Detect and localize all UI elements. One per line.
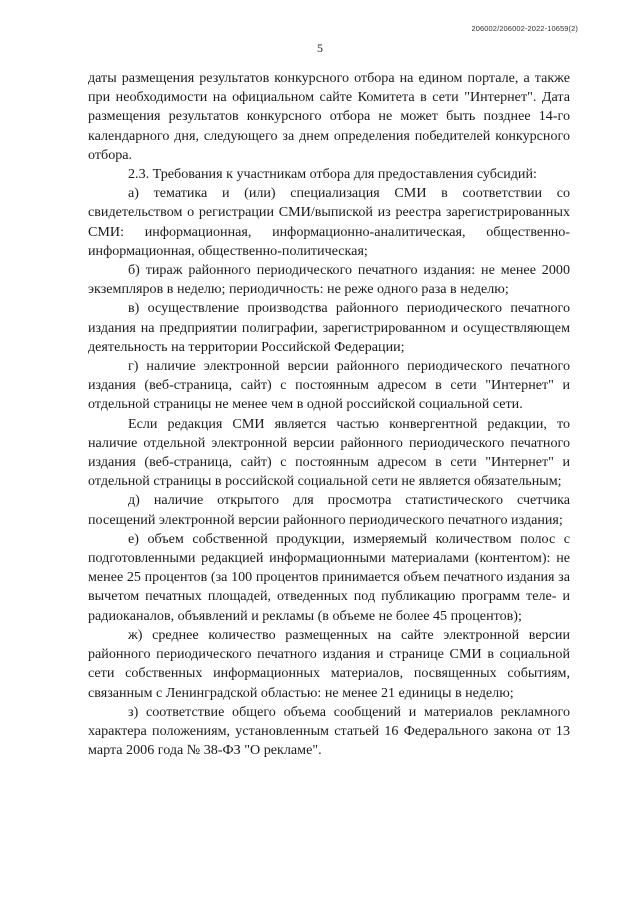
page-number: 5 <box>317 41 323 55</box>
paragraph-item-zh: ж) среднее количество размещенных на сайте электронной версии районного периодического печатного издания и странице СМИ в социальной сети собственных информационных материалов, посвященных событиям, связанным с Ленинградской областью: не менее 21 единицы в неделю; <box>88 626 570 701</box>
document-number: 206002/206002-2022-10659(2) <box>471 24 578 33</box>
paragraph-results-publication: даты размещения результатов конкурсного отбора на едином портале, а также при необходимости на официальном сайте Комитета в сети "Интернет". Дата размещения результатов конкурсного отбора не может быть позднее 14-го календарного дня, следующего за днем определения победителей конкурсного отбора. <box>88 70 570 163</box>
document-body <box>88 69 570 760</box>
paragraph-item-z: з) соответствие общего объема сообщений и материалов рекламного характера положениям, установленным статьей 16 Федерального закона от 13 марта 2006 года № 38-ФЗ "О рекламе". <box>88 703 570 759</box>
paragraph-item-v: в) осуществление производства районного периодического печатного издания на предприятии полиграфии, зарегистрированном и осуществляющем деятельность на территории Российской Федерации; <box>88 300 570 355</box>
paragraph-item-e: е) объем собственной продукции, измеряемый количеством полос с подготовленными редакцией информационными материалами (контентом): не менее 25 процентов (за 100 процентов принимается объем печатного издания за вычетом печатных площадей, отведенных под публикацию программ теле- и радиоканалов, объявлений и рекламы (в объеме не более 45 процентов); <box>88 530 570 624</box>
paragraph-item-g: г) наличие электронной версии районного периодического печатного издания (веб-страница, сайт) с постоянным адресом в сети "Интернет" и отдельной страницы не менее чем в одной российской социальной сети. <box>88 358 570 413</box>
paragraph-item-b: б) тираж районного периодического печатного издания: не менее 2000 экземпляров в неделю; периодичность: не реже одного раза в неделю; <box>88 262 570 298</box>
paragraph-section-2-3: 2.3. Требования к участникам отбора для предоставления субсидий: <box>128 166 537 183</box>
paragraph-item-a: а) тематика и (или) специализация СМИ в соответствии со свидетельством о регистрации СМИ/выпиской из реестра зарегистрированных СМИ: информационная, информационно-аналитическая, общественно-информационная, общественно-политическая; <box>88 185 570 259</box>
paragraph-convergent-note: Если редакция СМИ является частью конвергентной редакции, то наличие отдельной электронной версии районного периодического печатного издания (веб-страница, сайт) с постоянным адресом в сети "Интернет" и отдельной страницы в российской социальной сети не является обязательным; <box>88 415 570 490</box>
paragraph-item-d: д) наличие открытого для просмотра статистического счетчика посещений электронной версии районного периодического печатного издания; <box>88 492 570 528</box>
